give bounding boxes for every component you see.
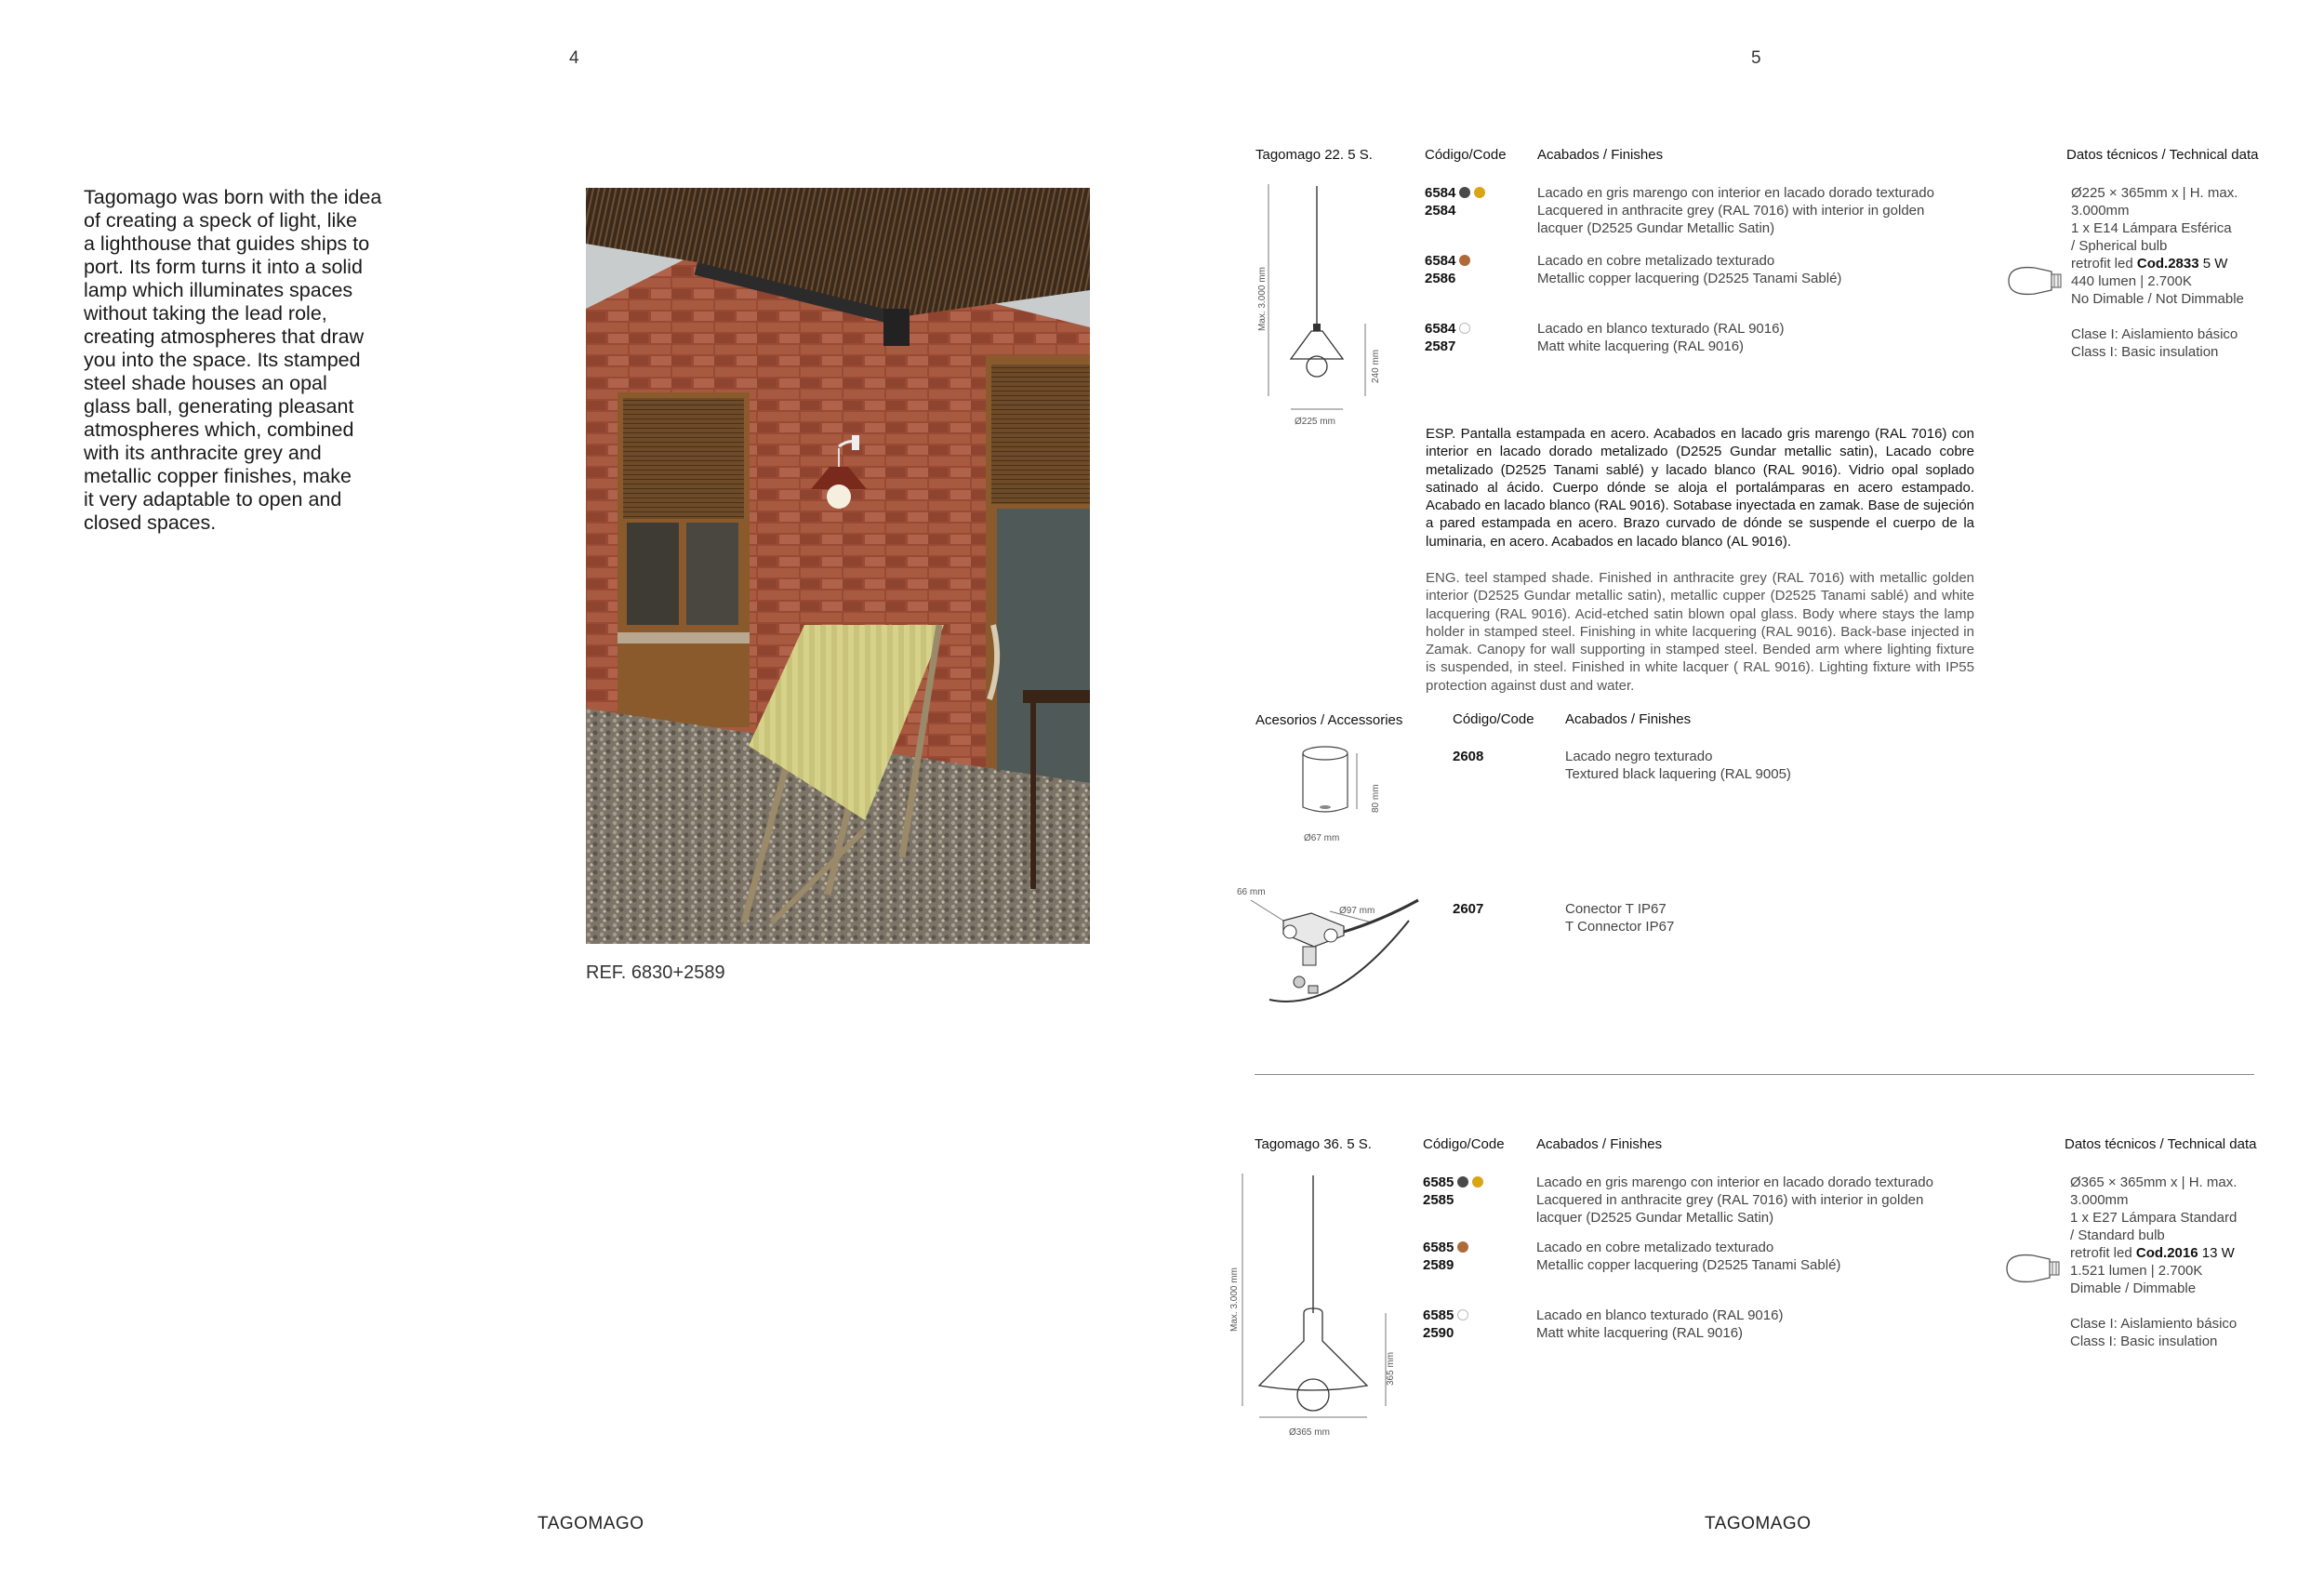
intro-line: atmospheres which, combined [84,418,354,441]
intro-line: metallic copper finishes, make [84,465,352,487]
tech-line: 1 x E27 Lámpara Standard [2070,1210,2238,1226]
product2-variant-finish [1536,1239,1840,1274]
finish-line: Lacquered in anthracite grey (RAL 7016) with interior in golden [1536,1192,1924,1208]
intro-line: without taking the lead role, [84,302,327,325]
product1-variant-finish [1537,184,1934,237]
product1-description-eng: ENG. teel stamped shade. Finished in anthracite grey (RAL 7016) with metallic golden interior (D2525 Gundar metallic satin), metallic cupper (D2525 Tanami sablé) and white lacquering (RAL 9016). Acid-etched satin blown opal glass. Body where stays the lamp holder in stamped steel. Finishing in white lacquering (RAL 9016). Back-base injected in Zamak. Canopy for wall supporting in stamped steel. Bended arm where lighting fixture is suspended, in steel. Finished in white lacquer ( RAL 9016). Lighting fixture with IP55 protection against dust and water. [1426,570,1974,694]
accessory-code: 2608 [1453,749,1484,764]
tech-line: Class I: Basic insulation [2071,344,2219,360]
product1-tech-data [2071,184,2244,361]
intro-text [84,186,418,535]
retrofit-label: retrofit led [2070,1245,2136,1261]
finish-line: Metallic copper lacquering (D2525 Tanami Sablé) [1536,1257,1841,1273]
anthracite-swatch-icon [1459,187,1470,198]
intro-line: it very adaptable to open and [84,488,342,511]
gold-swatch-icon [1472,1176,1483,1188]
finish-line: Lacado en gris marengo con interior en lacado dorado texturado [1537,185,1934,201]
product2-variant-finish [1536,1307,1783,1342]
product1-drawing [1261,184,1387,417]
intro-line: steel shade houses an opal [84,372,327,394]
variant-code: 2585 [1423,1192,1454,1208]
finish-line: Lacado en cobre metalizado texturado [1537,253,1775,269]
variant-code: 2589 [1423,1257,1454,1273]
product1-variant-finish [1537,320,1784,355]
product2-tech-header: Datos técnicos / Technical data [2065,1136,2257,1152]
connector-diameter-dim: Ø97 mm [1339,906,1375,916]
product2-drawing [1237,1174,1409,1425]
retrofit-power: 5 W [2198,256,2228,272]
tech-line: Class I: Basic insulation [2070,1334,2218,1349]
product1-height-dim: Max. 3.000 mm [1257,267,1268,331]
intro-line: Tagomago was born with the idea [84,186,382,208]
product2-variant-finish [1536,1174,1933,1227]
gold-swatch-icon [1474,187,1485,198]
product1-description-esp: ESP. Pantalla estampada en acero. Acabados en lacado gris marengo (RAL 7016) con interior en lacado dorado metalizado (D2525 Gundar metallic satin), Lacado cobre metalizado (D2525 Tanami sablé) y lacado blanco (RAL 9016). Vidrio opal soplado satinado al ácido. Cuerpo dónde se aloja el portalámparas en acero estampado. Acabado en lacado blanco (RAL 9016). Sotabase inyectada en zamak. Base de sujeción a pared estampada en acero. Brazo curvado de dónde se suspende el cuerpo de la luminaria, en acero. Acabados en lacado blanco (AL 9016). [1426,426,1974,550]
product1-code-header: Código/Code [1425,147,1507,163]
left-footer: TAGOMAGO [538,1514,644,1533]
tech-line: 440 lumen | 2.700K [2071,273,2192,289]
retrofit-label: retrofit led [2071,256,2137,272]
bulb-icon [2005,1251,2070,1291]
tech-line: No Dimable / Not Dimmable [2071,291,2244,307]
connector-drawing [1242,893,1428,1023]
accessory-finish [1565,900,1674,935]
variant-code: 2586 [1425,271,1456,286]
intro-line: lamp which illuminates spaces [84,279,353,301]
tech-line: / Spherical bulb [2071,238,2168,254]
product1-shade-dim: 240 mm [1371,349,1381,383]
finish-line: Metallic copper lacquering (D2525 Tanami Sablé) [1537,271,1842,286]
intro-line: with its anthracite grey and [84,442,322,464]
product1-tech-header: Datos técnicos / Technical data [2066,147,2259,163]
intro-line: a lighthouse that guides ships to [84,232,370,255]
product1-variant [1425,184,1485,219]
tech-line: Dimable / Dimmable [2070,1280,2197,1296]
tech-line: 3.000mm [2071,203,2130,219]
canopy-diameter-dim: Ø67 mm [1304,833,1340,843]
accessories-code-header: Código/Code [1453,711,1534,727]
variant-code: 6584 [1425,253,1456,269]
finish-line: Lacado en gris marengo con interior en lacado dorado texturado [1536,1174,1933,1190]
variant-code: 2584 [1425,203,1456,219]
product2-height-dim: Max. 3.000 mm [1229,1267,1240,1332]
connector-width-dim: 66 mm [1237,887,1266,897]
finish-line: T Connector IP67 [1565,919,1675,935]
product2-variant [1423,1307,1468,1342]
accessories-finish-header: Acabados / Finishes [1565,711,1692,727]
intro-line: glass ball, generating pleasant [84,395,354,418]
tech-line: Ø225 × 365mm x | H. max. [2071,185,2238,201]
variant-code: 6585 [1423,1240,1454,1255]
left-page-number: 4 [569,48,579,68]
intro-line: port. Its form turns it into a solid [84,256,363,278]
product1-variant-finish [1537,252,1841,287]
white-swatch-icon [1457,1309,1468,1320]
finish-line: lacquer (D2525 Gundar Metallic Satin) [1536,1210,1774,1226]
retrofit-code: Cod.2016 [2135,1245,2198,1261]
variant-code: 2590 [1423,1325,1454,1341]
canopy-height-dim: 80 mm [1371,784,1381,813]
product2-tech-data [2070,1174,2237,1350]
tech-line: Ø365 × 365mm x | H. max. [2070,1174,2238,1190]
tech-line: Clase I: Aislamiento básico [2070,1316,2238,1332]
finish-line: Matt white lacquering (RAL 9016) [1536,1325,1744,1341]
variant-code: 6585 [1423,1174,1454,1190]
product2-name: Tagomago 36. 5 S. [1255,1136,1372,1152]
right-page-number: 5 [1751,48,1761,68]
tech-line: Clase I: Aislamiento básico [2071,326,2238,342]
tech-line: / Standard bulb [2070,1227,2165,1243]
finish-line: Matt white lacquering (RAL 9016) [1537,338,1745,354]
product1-name: Tagomago 22. 5 S. [1255,147,1373,163]
product1-variant [1425,252,1470,287]
photo-caption: REF. 6830+2589 [586,962,725,983]
finish-line: Lacado en blanco texturado (RAL 9016) [1537,321,1785,337]
finish-line: Lacado negro texturado [1565,749,1713,764]
product1-finish-header: Acabados / Finishes [1537,147,1664,163]
accessory-finish [1565,748,1791,783]
variant-code: 6584 [1425,321,1456,337]
variant-code: 6584 [1425,185,1456,201]
tech-line: 1.521 lumen | 2.700K [2070,1263,2203,1279]
product1-variant [1425,320,1470,355]
variant-code: 2587 [1425,338,1456,354]
accessory-code: 2607 [1453,901,1484,917]
finish-line: lacquer (D2525 Gundar Metallic Satin) [1537,220,1775,236]
accessories-title: Acesorios / Accessories [1255,712,1403,728]
tech-line: 1 x E14 Lámpara Esférica [2071,220,2232,236]
product-photo [586,188,1090,944]
bulb-icon [2007,263,2072,303]
white-swatch-icon [1459,323,1470,334]
intro-line: you into the space. Its stamped [84,349,361,371]
finish-line: Conector T IP67 [1565,901,1667,917]
copper-swatch-icon [1459,255,1470,266]
intro-line: creating atmospheres that draw [84,325,365,348]
product2-variant [1423,1239,1468,1274]
intro-line: closed spaces. [84,511,217,534]
finish-line: Lacquered in anthracite grey (RAL 7016) with interior in golden [1537,203,1925,219]
finish-line: Textured black laquering (RAL 9005) [1565,766,1791,782]
canopy-drawing [1297,744,1362,828]
retrofit-power: 13 W [2198,1245,2235,1261]
right-footer: TAGOMAGO [1705,1514,1812,1533]
finish-line: Lacado en blanco texturado (RAL 9016) [1536,1307,1784,1323]
variant-code: 6585 [1423,1307,1454,1323]
finish-line: Lacado en cobre metalizado texturado [1536,1240,1774,1255]
product2-code-header: Código/Code [1423,1136,1505,1152]
product2-diameter-dim: Ø365 mm [1289,1427,1330,1438]
product2-variant [1423,1174,1483,1209]
intro-line: of creating a speck of light, like [84,209,357,232]
anthracite-swatch-icon [1457,1176,1468,1188]
retrofit-code: Cod.2833 [2136,256,2199,272]
product2-shade-dim: 365 mm [1386,1351,1396,1386]
tech-line: 3.000mm [2070,1192,2129,1208]
product1-diameter-dim: Ø225 mm [1295,417,1335,427]
copper-swatch-icon [1457,1241,1468,1253]
product2-finish-header: Acabados / Finishes [1536,1136,1663,1152]
section-divider [1255,1074,2254,1075]
